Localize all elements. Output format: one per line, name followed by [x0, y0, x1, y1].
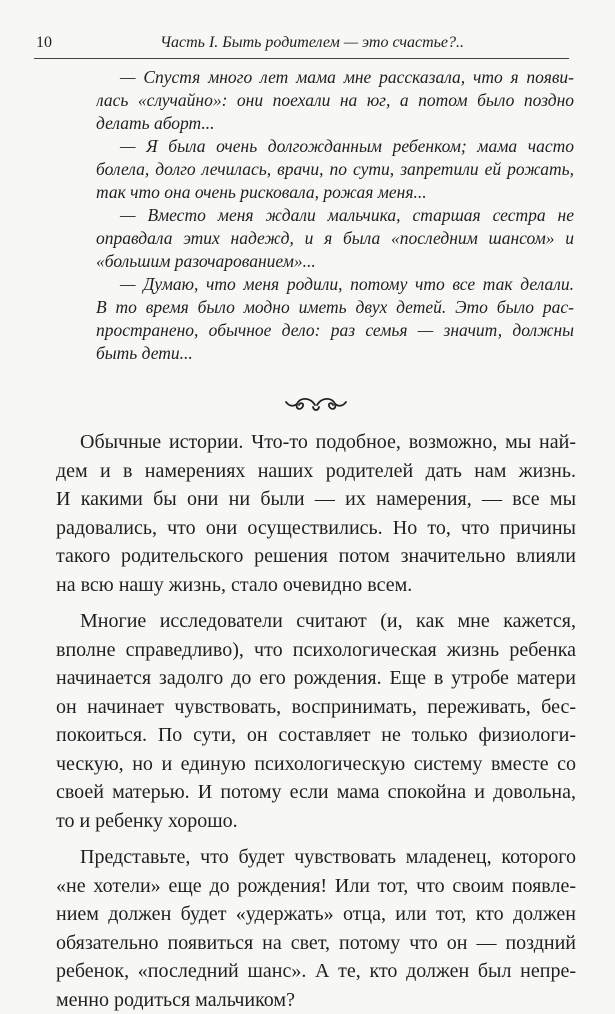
quote-line: — Спустя много лет мама мне рассказала, что я появи-: [96, 66, 574, 89]
running-head: [34, 34, 569, 59]
quoted-testimonials: [96, 66, 574, 365]
quote-line: болела, долго лечилась, врачи, по сути, запретили ей рожать,: [96, 158, 574, 181]
paragraph: [56, 428, 576, 599]
text-line: Обычные истории. Что-то подобное, возможно, мы най-: [56, 428, 576, 457]
text-line: начинается задолго до его рождения. Еще в утробе матери: [56, 664, 576, 693]
text-line: Многие исследователи считают (и, как мне кажется,: [56, 607, 576, 636]
quote-line: — Я была очень долгожданным ребенком; мама часто: [96, 135, 574, 158]
text-line: он начинает чувствовать, воспринимать, переживать, бес-: [56, 693, 576, 722]
quote-line: пространено, обычное дело: раз семья — значит, должны: [96, 319, 574, 342]
quote-line: — Вместо меня ждали мальчика, старшая сестра не: [96, 204, 574, 227]
text-line: ребенок, «последний шанс». А те, кто должен был непре-: [56, 957, 576, 986]
quote-line: — Думаю, что меня родили, потому что все так делали.: [96, 273, 574, 296]
quote-line: В то время было модно иметь двух детей. Это было рас-: [96, 296, 574, 319]
body-text: [56, 428, 576, 1014]
text-line: Представьте, что будет чувствовать младенец, которого: [56, 843, 576, 872]
paragraph: [56, 607, 576, 835]
text-line: дем и в намерениях наших родителей дать нам жизнь.: [56, 457, 576, 486]
chapter-title: Часть I. Быть родителем — это счастье?..: [160, 34, 464, 52]
quote-line: «большим разочарованием»...: [96, 250, 574, 273]
text-line: ческую, но и единую психологическую систему вместе со: [56, 750, 576, 779]
text-line: нием должен будет «удержать» отца, или тот, кто должен: [56, 900, 576, 929]
page-number: 10: [36, 34, 52, 52]
text-line: то и ребенку хорошо.: [56, 807, 576, 836]
text-line: на всю нашу жизнь, стало очевидно всем.: [56, 571, 576, 600]
quote-line: лась «случайно»: они поехали на юг, а потом было поздно: [96, 89, 574, 112]
paragraph: [56, 843, 576, 1014]
text-line: покоиться. По сути, он составляет не только физиологи-: [56, 721, 576, 750]
text-line: своей матерью. И потому если мама спокойна и довольна,: [56, 778, 576, 807]
text-line: И какими бы они ни были — их намерения, — все мы: [56, 485, 576, 514]
quote-line: так что она очень рисковала, рожая меня...: [96, 181, 574, 204]
text-line: обязательно появиться на свет, потому что он — поздний: [56, 929, 576, 958]
text-line: «не хотели» еще до рождения! Или тот, что своим появле-: [56, 872, 576, 901]
text-line: такого родительского решения потом значительно влияли: [56, 542, 576, 571]
section-divider-ornament: [284, 393, 348, 415]
quote-line: быть дети...: [96, 342, 574, 365]
text-line: вполне справедливо), что психологическая жизнь ребенка: [56, 636, 576, 665]
quote-line: делать аборт...: [96, 112, 574, 135]
text-line: менно родиться мальчиком?: [56, 986, 576, 1014]
text-line: радовались, что они осуществились. Но то, что причины: [56, 514, 576, 543]
quote-line: оправдала этих надежд, и я была «последним шансом» и: [96, 227, 574, 250]
